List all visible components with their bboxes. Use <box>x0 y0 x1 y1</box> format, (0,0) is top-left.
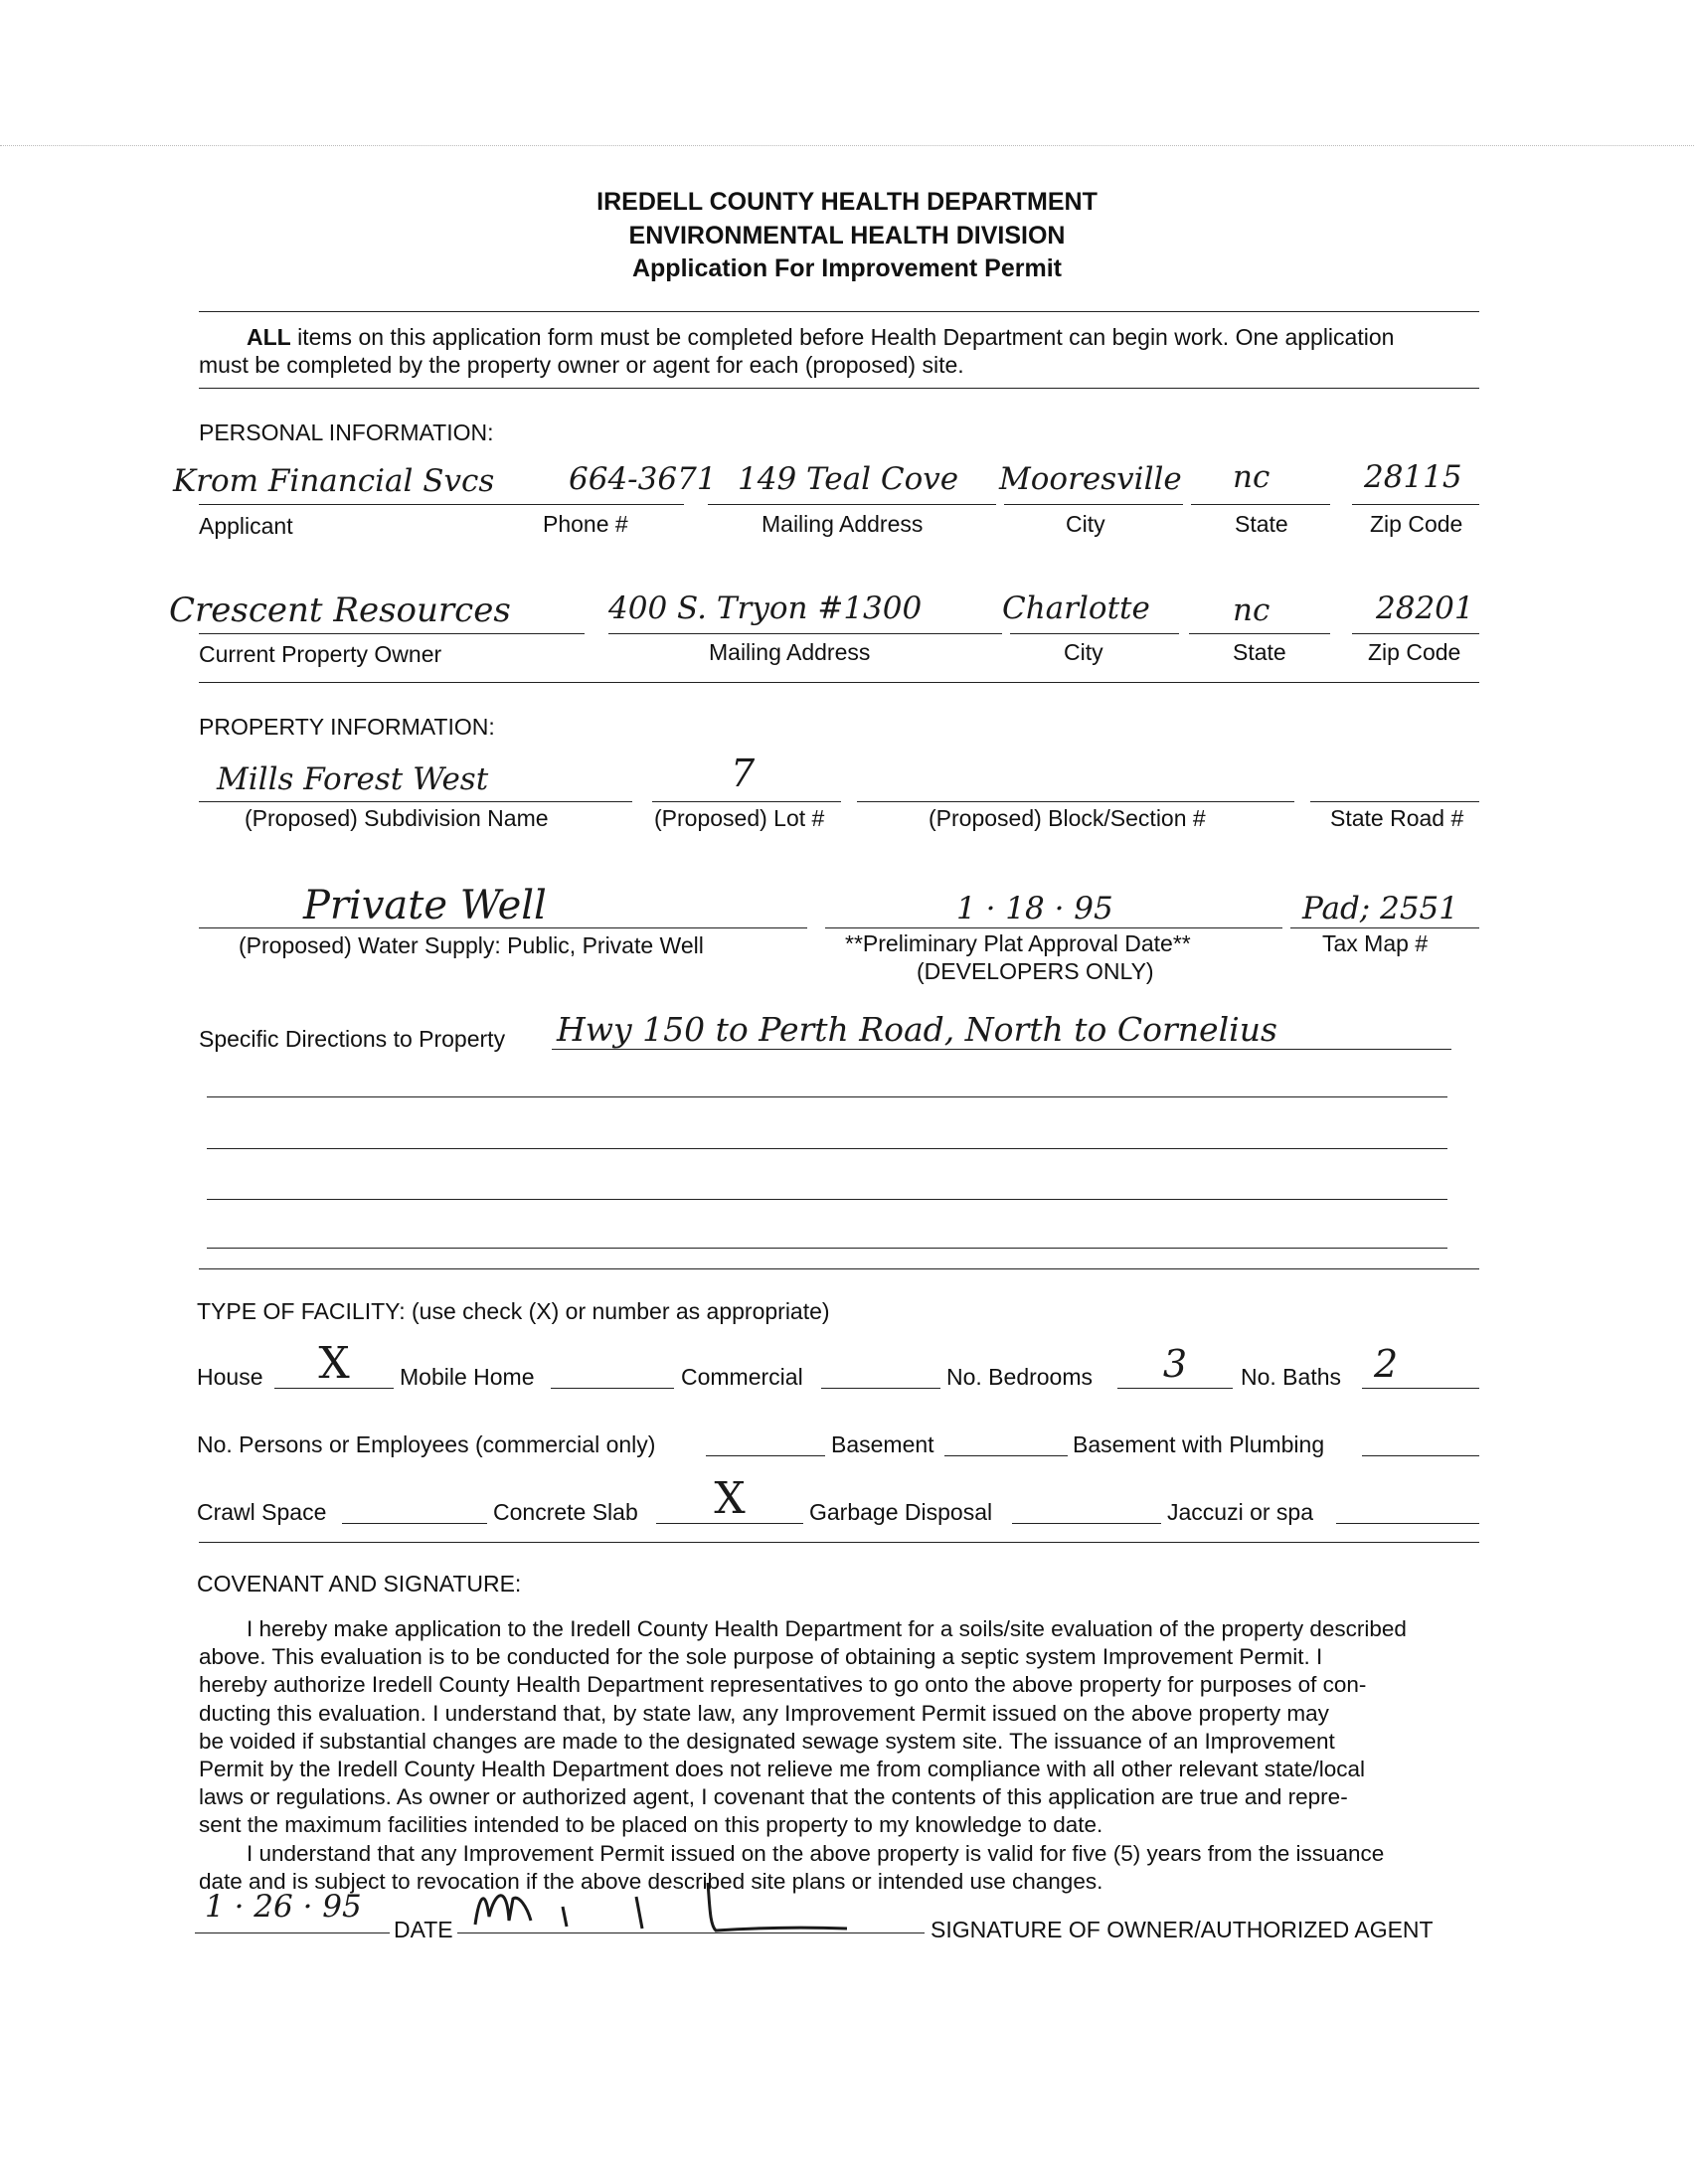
facility-rule <box>199 1542 1479 1543</box>
garbage-disposal-label: Garbage Disposal <box>809 1499 993 1525</box>
plat-date-label: **Preliminary Plat Approval Date** <box>845 930 1191 956</box>
signature-label: SIGNATURE OF OWNER/AUTHORIZED AGENT <box>931 1917 1434 1942</box>
basement-plumbing-label: Basement with Plumbing <box>1073 1431 1325 1457</box>
directions-line-4 <box>207 1199 1447 1200</box>
owner-zip-label: Zip Code <box>1368 639 1461 665</box>
jacuzzi-label: Jaccuzi or spa <box>1167 1499 1314 1525</box>
tax-map-value: Pad; 2551 <box>1302 891 1458 926</box>
applicant-address-value: 149 Teal Cove <box>738 461 959 497</box>
bedrooms-line <box>1117 1388 1233 1389</box>
baths-label: No. Baths <box>1241 1364 1341 1390</box>
owner-city-value: Charlotte <box>1002 590 1150 626</box>
subdivision-line <box>199 801 632 802</box>
city-label: City <box>1066 511 1105 537</box>
owner-address-label: Mailing Address <box>709 639 871 665</box>
covenant-line: hereby authorize Iredell County Health Department representatives to go onto the above property for purposes of con- <box>199 1672 1367 1698</box>
covenant-line: I hereby make application to the Iredell County Health Department for a soils/site evaluation of the property described <box>247 1616 1407 1641</box>
state-line <box>1191 504 1330 505</box>
intro-rule <box>199 388 1479 389</box>
covenant-line: sent the maximum facilities intended to be placed on this property to my knowledge to date. <box>199 1812 1103 1838</box>
tax-map-line <box>1290 927 1479 928</box>
applicant-name-value: Krom Financial Svcs <box>173 463 495 499</box>
commercial-line <box>821 1388 940 1389</box>
covenant-line: ducting this evaluation. I understand that, by state law, any Improvement Permit issued on the above property may <box>199 1700 1329 1726</box>
basement-plumbing-line <box>1362 1455 1479 1456</box>
directions-line-1 <box>552 1049 1451 1050</box>
lot-line <box>652 801 841 802</box>
plat-date-value: 1 · 18 · 95 <box>956 891 1113 926</box>
personal-info-heading: PERSONAL INFORMATION: <box>199 420 494 445</box>
road-line <box>1310 801 1479 802</box>
covenant-line: Permit by the Iredell County Health Department does not relieve me from compliance with all other relevant state/local <box>199 1757 1366 1782</box>
jacuzzi-line <box>1336 1523 1479 1524</box>
tax-map-label: Tax Map # <box>1322 930 1429 956</box>
baths-line <box>1362 1388 1479 1389</box>
concrete-slab-label: Concrete Slab <box>493 1499 638 1525</box>
form-title: Application For Improvement Permit <box>631 254 1062 282</box>
owner-line <box>199 633 585 634</box>
baths-value: 2 <box>1374 1342 1399 1386</box>
road-label: State Road # <box>1330 805 1464 831</box>
covenant-heading: COVENANT AND SIGNATURE: <box>197 1571 522 1596</box>
applicant-phone-value: 664-3671 <box>569 461 717 497</box>
subdivision-label: (Proposed) Subdivision Name <box>245 805 549 831</box>
bedrooms-label: No. Bedrooms <box>946 1364 1094 1390</box>
directions-line-2 <box>207 1096 1447 1097</box>
signature-mark <box>467 1877 855 1942</box>
commercial-label: Commercial <box>681 1364 803 1390</box>
directions-value: Hwy 150 to Perth Road, North to Cornelius <box>557 1010 1277 1049</box>
applicant-label: Applicant <box>199 513 293 539</box>
owner-city-line <box>1010 633 1179 634</box>
owner-zip-value: 28201 <box>1376 590 1474 626</box>
garbage-disposal-line <box>1012 1523 1161 1524</box>
mobile-home-line <box>551 1388 674 1389</box>
phone-label: Phone # <box>543 511 628 537</box>
owner-state-label: State <box>1233 639 1286 665</box>
lot-label: (Proposed) Lot # <box>654 805 825 831</box>
covenant-line: date and is subject to revocation if the above described site plans or intended use changes. <box>199 1868 1103 1894</box>
subdivision-value: Mills Forest West <box>217 761 489 797</box>
personal-rule <box>199 682 1479 683</box>
basement-label: Basement <box>831 1431 934 1457</box>
owner-address-line <box>608 633 1002 634</box>
water-supply-label: (Proposed) Water Supply: Public, Private Well <box>239 932 704 958</box>
intro-line-2: must be completed by the property owner or agent for each (proposed) site. <box>199 352 964 378</box>
water-supply-line <box>199 927 807 928</box>
bedrooms-value: 3 <box>1162 1342 1188 1386</box>
applicant-zip-value: 28115 <box>1364 459 1462 495</box>
zip-label: Zip Code <box>1370 511 1463 537</box>
developers-only-label: (DEVELOPERS ONLY) <box>917 958 1154 984</box>
owner-address-value: 400 S. Tryon #1300 <box>608 590 923 626</box>
lot-value: 7 <box>731 752 756 795</box>
covenant-line: be voided if substantial changes are made to the designated sewage system site. The issuance of an Improvement <box>199 1728 1335 1754</box>
persons-label: No. Persons or Employees (commercial only) <box>197 1431 656 1457</box>
crawl-space-label: Crawl Space <box>197 1499 327 1525</box>
address-line <box>708 504 996 505</box>
zip-line <box>1352 504 1479 505</box>
owner-state-line <box>1189 633 1330 634</box>
owner-zip-line <box>1352 633 1479 634</box>
house-label: House <box>197 1364 263 1390</box>
owner-city-label: City <box>1064 639 1103 665</box>
plat-date-line <box>825 927 1282 928</box>
covenant-line: above. This evaluation is to be conducted for the sole purpose of obtaining a septic system Improvement Permit. I <box>199 1644 1323 1670</box>
applicant-city-value: Mooresville <box>999 461 1182 497</box>
water-supply-value: Private Well <box>303 883 547 928</box>
scan-edge-dotted-line <box>0 145 1694 146</box>
owner-label: Current Property Owner <box>199 641 442 667</box>
applicant-state-value: nc <box>1233 459 1270 495</box>
header-rule <box>199 311 1479 312</box>
block-label: (Proposed) Block/Section # <box>929 805 1206 831</box>
mailing-address-label: Mailing Address <box>762 511 924 537</box>
block-line <box>857 801 1294 802</box>
concrete-slab-value: X <box>714 1473 746 1524</box>
property-rule <box>199 1268 1479 1269</box>
covenant-line: laws or regulations. As owner or authorized agent, I covenant that the contents of this application are true and repre- <box>199 1784 1348 1810</box>
city-line <box>1004 504 1183 505</box>
owner-name-value: Crescent Resources <box>169 590 511 630</box>
covenant-paragraph-1 <box>199 1615 1479 1896</box>
date-line <box>195 1932 390 1933</box>
property-info-heading: PROPERTY INFORMATION: <box>199 714 495 740</box>
crawl-space-line <box>342 1523 487 1524</box>
covenant-line: I understand that any Improvement Permit issued on the above property is valid for five (5) years from the issuance <box>247 1840 1385 1866</box>
facility-heading: TYPE OF FACILITY: (use check (X) or number as appropriate) <box>197 1298 830 1324</box>
directions-line-3 <box>207 1148 1447 1149</box>
signature-date-value: 1 · 26 · 95 <box>205 1889 362 1925</box>
applicant-line <box>199 504 684 505</box>
mobile-home-label: Mobile Home <box>400 1364 535 1390</box>
house-value: X <box>318 1338 350 1389</box>
state-label: State <box>1235 511 1288 537</box>
persons-line <box>706 1455 825 1456</box>
directions-line-5 <box>207 1248 1447 1249</box>
directions-label: Specific Directions to Property <box>199 1026 506 1052</box>
intro-line-1: ALL items on this application form must be completed before Health Department can begin work. One application <box>247 324 1395 350</box>
department-title: IREDELL COUNTY HEALTH DEPARTMENT <box>596 188 1098 216</box>
division-title: ENVIRONMENTAL HEALTH DIVISION <box>628 222 1066 250</box>
basement-line <box>944 1455 1068 1456</box>
date-label: DATE <box>394 1917 453 1942</box>
owner-state-value: nc <box>1233 592 1270 628</box>
